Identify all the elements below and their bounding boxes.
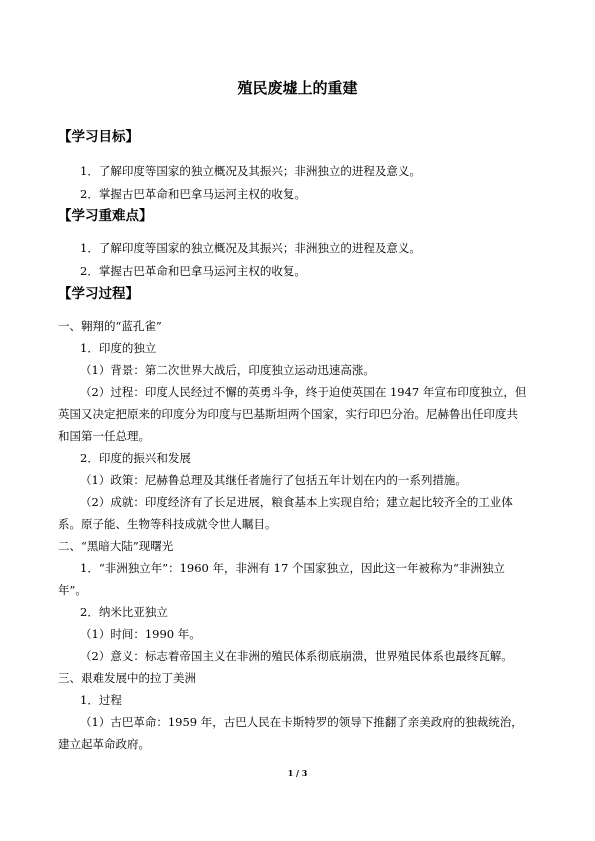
process-line: 2．印度的振兴和发展 xyxy=(80,451,191,465)
process-line: 和国第一任总理。 xyxy=(58,429,150,443)
process-line: 2．纳米比亚独立 xyxy=(80,605,168,619)
process-line: （1）古巴革命：1959 年，古巴人民在卡斯特罗的领导下推翻了亲美政府的独裁统治， xyxy=(80,715,523,729)
process-line: 年”。 xyxy=(58,583,87,597)
process-line: 1．“非洲独立年”：1960 年，非洲有 17 个国家独立，因此这一年被称为“非洲独立 xyxy=(80,561,505,575)
key-point-item-2: 2．掌握古巴革命和巴拿马运河主权的收复。 xyxy=(80,264,306,278)
page-number: 1 / 3 xyxy=(287,768,308,778)
process-line: （2）成就：印度经济有了长足进展，粮食基本上实现自给；建立起比较齐全的工业体 xyxy=(80,495,513,509)
section-heading-goals: 【学习目标】 xyxy=(58,129,139,145)
goal-item-1: 1．了解印度等国家的独立概况及其振兴；非洲独立的进程及意义。 xyxy=(80,164,421,178)
document-title: 殖民废墟上的重建 xyxy=(237,79,358,97)
process-line: （2）过程：印度人民经过不懈的英勇斗争，终于迫使英国在 1947 年宣布印度独立，但 xyxy=(80,385,527,399)
process-line: （1）时间：1990 年。 xyxy=(80,627,201,641)
process-line: 三、艰难发展中的拉丁美洲 xyxy=(58,671,196,685)
section-heading-key-points: 【学习重难点】 xyxy=(58,208,153,224)
process-line: 1．印度的独立 xyxy=(80,341,157,355)
key-point-item-1: 1．了解印度等国家的独立概况及其振兴；非洲独立的进程及意义。 xyxy=(80,241,421,255)
process-line: （2）意义：标志着帝国主义在非洲的殖民体系彻底崩溃，世界殖民体系也最终瓦解。 xyxy=(80,649,513,663)
process-line: 建立起革命政府。 xyxy=(58,737,150,751)
process-line: 1．过程 xyxy=(80,693,122,707)
process-line: 系。原子能、生物等科技成就令世人瞩目。 xyxy=(58,517,277,531)
process-line: 二、“黑暗大陆”现曙光 xyxy=(58,539,174,553)
process-line: （1）背景：第二次世界大战后，印度独立运动迅速高涨。 xyxy=(80,363,375,377)
section-heading-process: 【学习过程】 xyxy=(58,286,139,302)
process-line: 英国又决定把原来的印度分为印度与巴基斯坦两个国家，实行印巴分治。尼赫鲁出任印度共 xyxy=(58,407,518,421)
goal-item-2: 2．掌握古巴革命和巴拿马运河主权的收复。 xyxy=(80,187,306,201)
process-line: 一、翱翔的“蓝孔雀” xyxy=(58,319,162,333)
process-line: （1）政策：尼赫鲁总理及其继任者施行了包括五年计划在内的一系列措施。 xyxy=(80,473,467,487)
